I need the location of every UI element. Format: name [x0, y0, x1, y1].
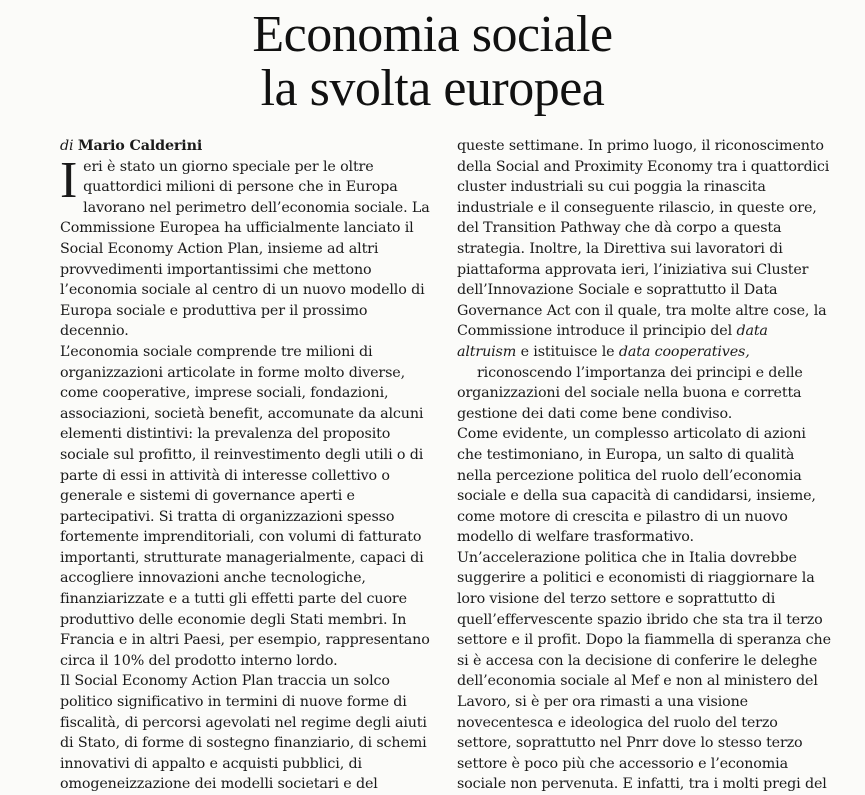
text-line: omogeneizzazione dei modelli societari e del: [60, 776, 378, 793]
article-column-right: [457, 136, 831, 795]
text-line: sociale non pervenuta. E infatti, tra i molti pregi del: [457, 776, 827, 793]
text-line: nella percezione politica del ruolo dell’economia: [457, 467, 802, 484]
text-line: organizzazioni articolate in forme molto diverse,: [60, 364, 406, 381]
text-line: [457, 321, 807, 342]
text-line: settore, soprattutto nel Pnrr dove lo stesso terzo: [457, 735, 803, 752]
text-line: dell’economia sociale al Mef e non al ministero del: [457, 673, 818, 690]
text-line: fortemente imprenditoriali, con volumi di fatturato: [60, 529, 422, 546]
text-line: fiscalità, di percorsi agevolati nel regime degli aiuti: [60, 714, 427, 731]
text-line: generale e sistemi di governance aperti e: [60, 488, 355, 505]
text-line: Governance Act con il quale, tra molte altre cose, la: [457, 302, 827, 319]
text-line: cluster industriali su cui poggia la rinascita: [457, 179, 766, 196]
italic-term-data-cooperatives: data cooperatives,: [618, 343, 750, 360]
text-line: sociale sul profitto, il reinvestimento degli utili o di: [60, 446, 424, 463]
headline: [0, 8, 865, 116]
text-line: Europa sociale e produttiva per il prossimo: [60, 302, 368, 319]
italic-term-data: data: [736, 323, 768, 340]
text-line: associazioni, società benefit, accomunate da alcuni: [60, 405, 424, 422]
text-line: Come evidente, un complesso articolato di azioni: [457, 426, 806, 443]
text-fragment: Commissione introduce il principio del: [457, 323, 733, 340]
text-line: produttivo delle economie degli Stati membri. In: [60, 611, 407, 628]
text-line: settore è poco più che accessorio e l’economia: [457, 755, 788, 772]
article-column-left: [60, 136, 432, 795]
text-line: di Stato, di forme di sostegno finanziario, di schemi: [60, 735, 427, 752]
text-line: piattaforma approvata ieri, l’iniziativa sui Cluster: [457, 261, 809, 278]
text-line: sociale e della sua capacità di candidarsi, insieme,: [457, 488, 816, 505]
text-line: decennio.: [60, 323, 129, 340]
text-line: eri è stato un giorno speciale per le oltre: [83, 158, 374, 175]
text-line: suggerire a politici e economisti di riaggiornare la: [457, 570, 815, 587]
text-line: della Social and Proximity Economy tra i quattordici: [457, 158, 830, 175]
byline: [60, 136, 432, 157]
text-line: Social Economy Action Plan, insieme ad altri: [60, 240, 379, 257]
text-line: settore e il profit. Dopo la fiammella di speranza che: [457, 632, 831, 649]
text-line: politico significativo in termini di nuove forme di: [60, 694, 407, 711]
headline-line-2: la svolta europea: [260, 60, 605, 117]
byline-author: Mario Calderini: [77, 138, 203, 154]
text-line: si è accesa con la decisione di conferire le deleghe: [457, 652, 818, 669]
text-line: organizzazioni del sociale nella buona e corretta: [457, 385, 802, 402]
text-line: provvedimenti importantissimi che mettono: [60, 261, 372, 278]
text-line: dell’Innovazione Sociale e soprattutto il Data: [457, 282, 778, 299]
text-line: quattordici milioni di persone che in Europa: [83, 179, 398, 196]
text-line: L’economia sociale comprende tre milioni di: [60, 343, 373, 360]
drop-cap: I: [60, 151, 78, 209]
text-line: partecipativi. Si tratta di organizzazioni spesso: [60, 508, 395, 525]
text-line: lavorano nel perimetro dell’economia sociale. La: [83, 199, 430, 216]
text-line: finanziarizzate e a tutti gli effetti parte del cuore: [60, 591, 407, 608]
text-fragment: e istituisce le: [520, 343, 615, 360]
text-line: Un’accelerazione politica che in Italia dovrebbe: [457, 549, 797, 566]
text-line: come cooperative, imprese sociali, fondazioni,: [60, 385, 389, 402]
byline-prefix: di: [60, 138, 74, 154]
text-line: come motore di crescita e pilastro di un nuovo: [457, 508, 788, 525]
text-line: Lavoro, si è per ora rimasti a una visione: [457, 694, 748, 711]
text-line: l’economia sociale al centro di un nuovo modello di: [60, 282, 425, 299]
text-line: loro visione del terzo settore e soprattutto di: [457, 591, 776, 608]
text-line: [457, 342, 807, 363]
text-line: che testimoniano, in Europa, un salto di qualità: [457, 446, 795, 463]
text-line: quell’effervescente spazio ibrido che sta tra il terzo: [457, 611, 823, 628]
text-line: Francia e in altri Paesi, per esempio, rappresentano: [60, 632, 430, 649]
text-line: elementi distintivi: la prevalenza del proposito: [60, 426, 391, 443]
text-line: importanti, strutturate managerialmente, capaci di: [60, 549, 424, 566]
text-line: Il Social Economy Action Plan traccia un solco: [60, 673, 390, 690]
text-line: queste settimane. In primo luogo, il riconoscimento: [457, 138, 824, 154]
text-line: del Transition Pathway che dà corpo a questa: [457, 220, 782, 237]
headline-line-1: Economia sociale: [252, 6, 613, 63]
text-line: innovativi di appalto e acquisti pubblici, di: [60, 755, 362, 772]
text-line: Commissione Europea ha ufficialmente lanciato il: [60, 220, 414, 237]
text-line: gestione dei dati come bene condiviso.: [457, 405, 733, 422]
text-line: parte di essi in attività di interesse collettivo o: [60, 467, 390, 484]
text-line: strategia. Inoltre, la Direttiva sui lavoratori di: [457, 240, 783, 257]
text-line: accogliere innovazioni anche tecnologiche,: [60, 570, 366, 587]
text-line: modello di welfare trasformativo.: [457, 529, 694, 546]
text-line: circa il 10% del prodotto interno lordo.: [60, 652, 338, 669]
text-line: industriale e il conseguente rilascio, in queste ore,: [457, 199, 817, 216]
italic-term-altruism: altruism: [457, 343, 517, 360]
text-line: novecentesca e ideologica del ruolo del terzo: [457, 714, 778, 731]
text-line: riconoscendo l’importanza dei principi e delle: [477, 364, 803, 381]
